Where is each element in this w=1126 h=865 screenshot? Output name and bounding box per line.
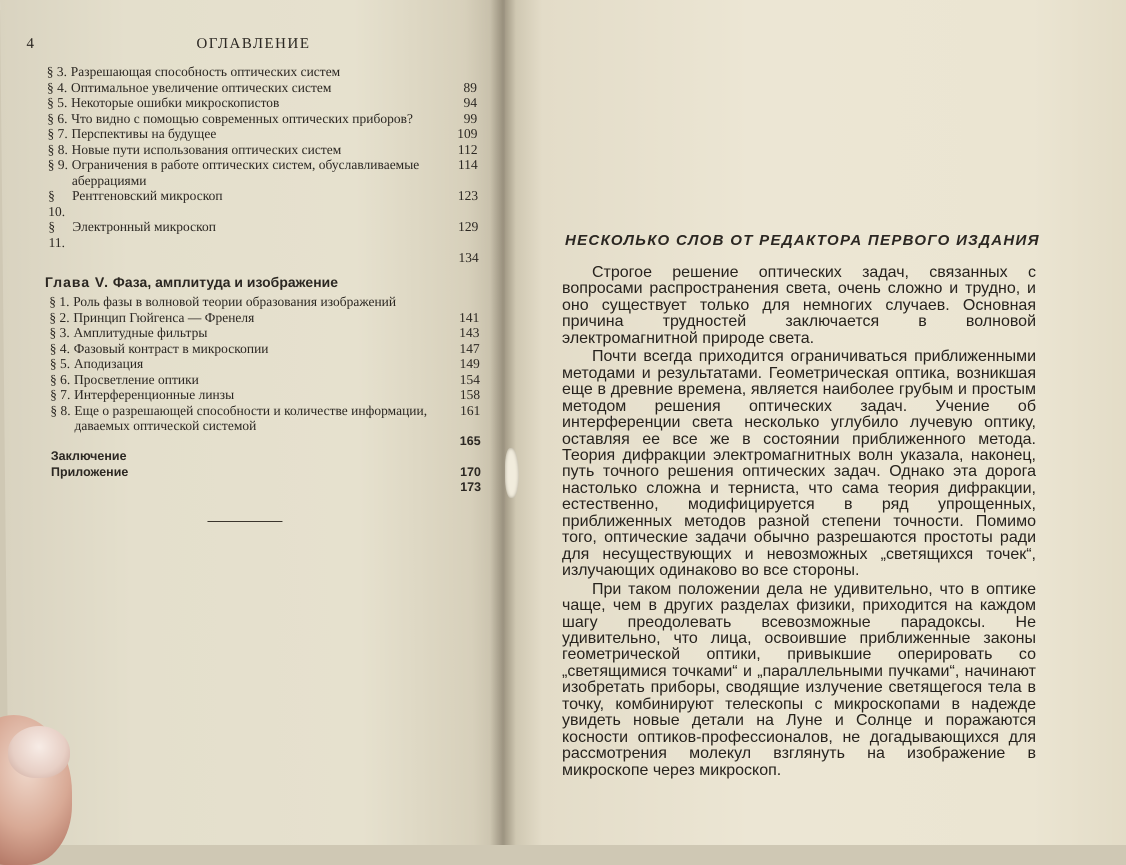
section-number: § 4. (49, 340, 70, 356)
chapter-heading (45, 275, 479, 291)
toc-entry-text: Амплитудные фильтры (73, 325, 208, 340)
toc-row (47, 80, 477, 96)
toc-page-number: 99 (463, 110, 478, 126)
toc-row (50, 356, 480, 372)
toc-row (49, 294, 479, 310)
toc-page-number: 89 (463, 79, 477, 95)
section-number: § 3. (49, 325, 70, 340)
preface-body (562, 265, 1036, 781)
toc-row (47, 95, 477, 111)
table-of-contents (44, 64, 482, 496)
toc-page-number: 161 (459, 402, 481, 418)
toc-entry-text: Электронный микроскоп (72, 219, 216, 234)
section-number: § 5. (49, 356, 71, 371)
chapter-title: Фаза, амплитуда и изображение (112, 273, 339, 290)
toc-entry-text: Принцип Гюйгенса — Френеля (73, 309, 255, 325)
toc-section-list (49, 294, 480, 434)
toc-row (47, 142, 477, 158)
paragraph: Строгое решение оптических задач, связанных с вопросами распространения света, очень сложно и трудно, и оно существует только для немногих случаев. Основная причина трудностей заключается в волновой электромагнитной природе света. (562, 264, 1036, 347)
toc-entry-text: Что видно с помощью современных оптических приборов? (71, 110, 413, 126)
toc-row (51, 434, 481, 450)
toc-entry-text: Новые пути использования оптических систем (71, 141, 342, 157)
toc-entry-text: Фазовый контраст в микроскопии (73, 340, 269, 356)
toc-page-number: 134 (458, 250, 479, 265)
section-number: § 5. (46, 95, 68, 110)
toc-row (50, 403, 480, 434)
toc-page-number: 147 (459, 340, 480, 356)
toc-entry-text: Аподизация (73, 356, 144, 371)
toc-page-number: 94 (463, 95, 478, 110)
toc-row (50, 387, 480, 403)
toc-entry-text: Рентгеновский микроскоп (71, 188, 223, 203)
toc-page-number: 109 (457, 126, 478, 141)
toc-row (48, 219, 478, 250)
toc-entry-text: Заключение (50, 449, 127, 463)
toc-entry-text: Еще о разрешающей способности и количестве информации, даваемых оптической системой (74, 402, 428, 433)
toc-row (50, 372, 480, 388)
toc-entry-text: Ограничения в работе оптических систем, обуславливаемые аберрациями (71, 157, 420, 188)
toc-entry-text: Перспективы на будущее (71, 126, 217, 141)
running-head-title: ОГЛАВЛЕНИЕ (196, 36, 311, 52)
toc-row (49, 250, 479, 266)
toc-page-number: 149 (459, 356, 480, 371)
toc-row (48, 188, 478, 219)
toc-row (51, 480, 481, 496)
toc-page-number: 173 (460, 480, 482, 494)
section-number: § 8. (47, 141, 68, 157)
section-number: § 8. (50, 402, 71, 418)
toc-row (47, 126, 477, 142)
section-number: § 6. (49, 371, 71, 387)
paragraph: При таком положении дела не удивительно, что в оптике чаще, чем в других разделах физики, приходится на каждом шагу преодолевать всевозможные парадоксы. Не удивительно, что лица, освоившие приближенные законы геометрической оптики, привыкшие оперировать со „светящимися точками“ и „параллельными пучками“, начинают изобретать приборы, сводящие излучение светящегося тела в точку, комбинируют телескопы с микроскопами в надежде увидеть новые детали на Луне и Солнце и поражаются косности оптиков-профессионалов, не догадывающихся для рассмотрения молекул взглянуть на изображение в микроскопе через микроскоп. (562, 580, 1036, 779)
toc-row (50, 341, 480, 357)
thumbnail-nail (8, 726, 70, 778)
toc-page-number: 129 (458, 219, 479, 234)
toc-row (49, 310, 479, 326)
toc-entry-text: Оптимальное увеличение оптических систем (70, 79, 332, 95)
toc-page-number: 123 (457, 188, 479, 203)
toc-page-number: 154 (459, 371, 481, 387)
section-number: § 7. (47, 126, 68, 141)
section-number: § 9. (47, 157, 69, 172)
toc-entry-text: Некоторые ошибки микроскопистов (70, 95, 280, 110)
paragraph: Почти всегда приходится ограничиваться приближенными методами и результатами. Геометрическая оптика, возникшая еще в древние времена, является наиболее грубым и простым методом решения оптических задач. Учение об интерференции света несколько углубило лучевую оптику, оставляя ее все же в состоянии приближенного метода. Теория дифракции электромагнитных волн указала, наконец, путь точного решения оптических задач. Однако эта дорога настолько сложна и терниста, что сама теория дифракции, естественно, модифицируется в ряд упрощенных, приближенных методов разной степени точности. Помимо того, оптические задачи обычно разрешаются простоты ради для несуществующих и невозможных „светящихся точек“, излучающих одинаково во все стороны. (562, 348, 1036, 580)
section-number: § 6. (47, 110, 68, 126)
section-number: § 11. (48, 219, 65, 250)
section-number: § 1. (49, 294, 70, 309)
toc-entry-text: Разрешающая способность оптических систем (70, 64, 341, 79)
toc-section-list (47, 64, 479, 266)
paper-tear (505, 448, 519, 498)
toc-entry-text: Просветление оптики (73, 371, 199, 387)
toc-page-number: 112 (457, 141, 478, 157)
toc-ending-list (51, 434, 482, 496)
toc-row (48, 157, 478, 188)
toc-entry-text: Приложение (50, 464, 129, 479)
end-rule (207, 521, 282, 522)
toc-entry-text: Интерференционные линзы (74, 387, 235, 402)
toc-row (47, 111, 477, 127)
chapter-label: Глава V. (44, 273, 110, 290)
toc-page-number: 158 (459, 387, 481, 402)
toc-page-number: 141 (458, 309, 480, 325)
toc-row (51, 465, 481, 481)
toc-row (51, 449, 481, 465)
toc-entry-text: Роль фазы в волновой теории образования изображений (73, 294, 397, 309)
toc-page-number: 170 (460, 464, 482, 479)
preface-heading: НЕСКОЛЬКО СЛОВ ОТ РЕДАКТОРА ПЕРВОГО ИЗДАНИЯ (565, 232, 1040, 249)
toc-page-number: 143 (459, 325, 480, 340)
page-number: 4 (26, 36, 36, 52)
toc-page-number: 165 (459, 433, 481, 448)
section-number: § 3. (46, 64, 68, 79)
section-number: § 2. (49, 309, 70, 325)
left-page (0, 0, 514, 845)
toc-row (49, 325, 479, 341)
section-number: § 4. (46, 79, 68, 95)
toc-page-number: 114 (457, 157, 478, 172)
section-number: § 7. (50, 387, 71, 402)
book-gutter (490, 0, 516, 845)
section-number: § 10. (47, 188, 66, 219)
toc-row (47, 64, 477, 80)
